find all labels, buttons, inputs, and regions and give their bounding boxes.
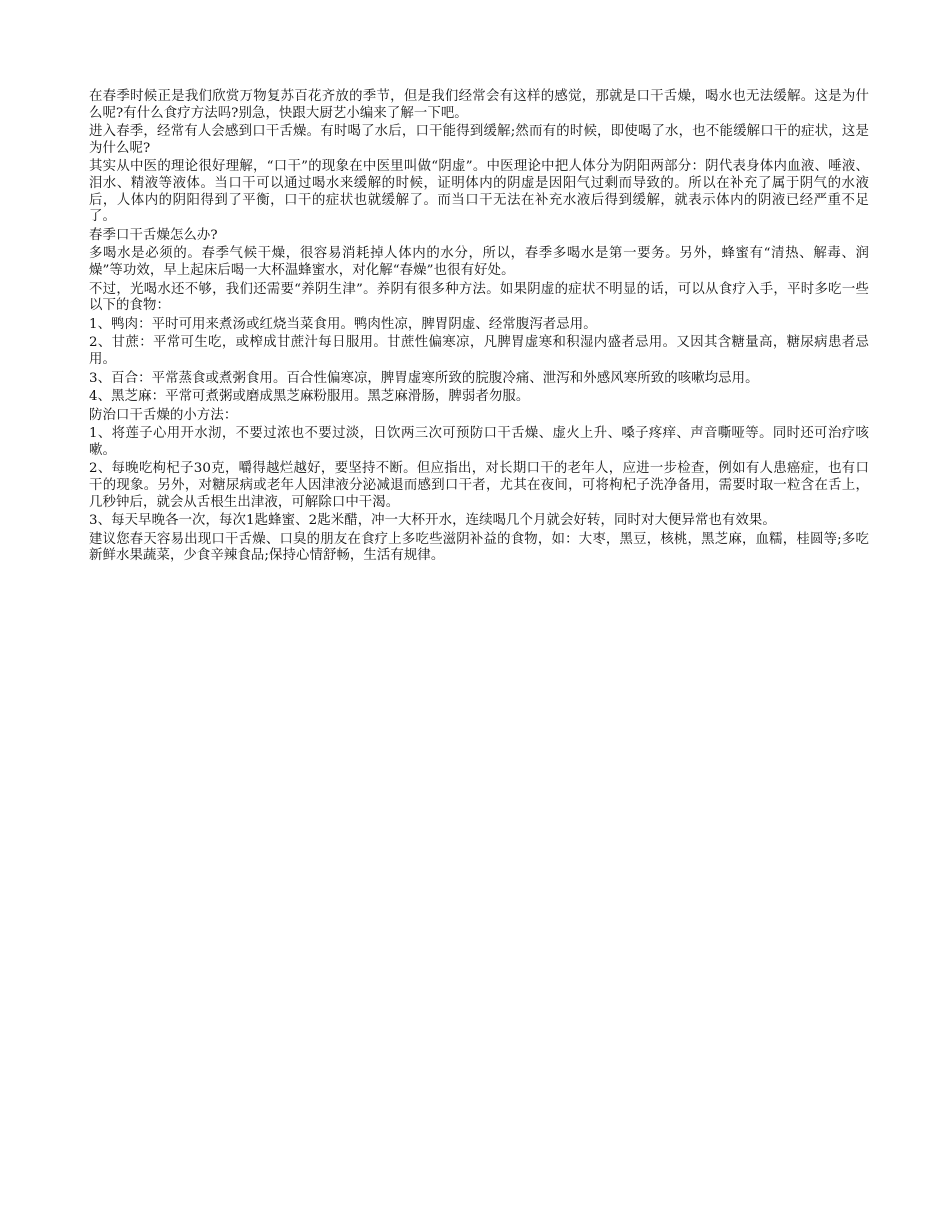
remedy-item-goji: 2、每晚吃枸杞子30克，嚼得越烂越好，要坚持不断。但应指出，对长期口干的老年人，应进一步检查，例如有人患癌症，也有口干的现象。另外，对糖尿病或老年人因津液分泌减退而感到口干者，尤其在夜间，可将枸杞子洗净备用，需要时取一粒含在舌上，几秒钟后，就会从舌根生出津液，可解除口中干渴。	[89, 461, 869, 510]
intro-paragraph: 在春季时候正是我们欣赏万物复苏百花齐放的季节，但是我们经常会有这样的感觉，那就是口干舌燥，喝水也无法缓解。这是为什么呢?有什么食疗方法吗?别急，快跟大厨艺小编来了解一下吧。	[89, 89, 869, 121]
food-item-black-sesame: 4、黑芝麻：平常可煮粥或磨成黑芝麻粉服用。黑芝麻滑肠，脾弱者勿服。	[89, 389, 530, 405]
section-heading-remedies: 防治口干舌燥的小方法：	[89, 407, 238, 423]
food-item-sugarcane: 2、甘蔗：平常可生吃，或榨成甘蔗汁每日服用。甘蔗性偏寒凉，凡脾胃虚寒和积湿内盛者忌用。又因其含糖量高，糖尿病患者忌用。	[89, 335, 869, 367]
section-heading-what-to-do: 春季口干舌燥怎么办?	[89, 227, 218, 243]
food-item-duck: 1、鸭肉：平时可用来煮汤或红烧当菜食用。鸭肉性凉，脾胃阴虚、经常腹泻者忌用。	[89, 316, 597, 332]
remedy-item-honey-vinegar: 3、每天早晚各一次，每次1匙蜂蜜、2匙米醋，冲一大杯开水，连续喝几个月就会好转，同时对大便异常也有效果。	[89, 513, 776, 529]
tcm-theory-paragraph: 其实从中医的理论很好理解，“口干”的现象在中医里叫做“阴虚”。中医理论中把人体分为阴阳两部分：阴代表身体内血液、唾液、泪水、精液等液体。当口干可以通过喝水来缓解的时候，证明体内的阴虚是因阳气过剩而导致的。所以在补充了属于阴气的水液后，人体内的阴阳得到了平衡，口干的症状也就缓解了。而当口干无法在补充水液后得到缓解，就表示体内的阴液已经严重不足了。	[89, 159, 869, 225]
document-body	[89, 89, 869, 567]
drink-water-paragraph: 多喝水是必须的。春季气候干燥，很容易消耗掉人体内的水分，所以，春季多喝水是第一要务。另外，蜂蜜有“清热、解毒、润燥”等功效，早上起床后喝一大杯温蜂蜜水，对化解“春燥”也很有好处。	[89, 246, 869, 278]
remedy-item-lotus: 1、将莲子心用开水沏，不要过浓也不要过淡，日饮两三次可预防口干舌燥、虚火上升、嗓子疼痒、声音嘶哑等。同时还可治疗咳嗽。	[89, 426, 869, 458]
food-item-lily: 3、百合：平常蒸食或煮粥食用。百合性偏寒凉，脾胃虚寒所致的脘腹冷痛、泄泻和外感风寒所致的咳嗽均忌用。	[89, 370, 759, 386]
nourish-yin-paragraph: 不过，光喝水还不够，我们还需要“养阴生津”。养阴有很多种方法。如果阴虚的症状不明显的话，可以从食疗入手，平时多吃一些以下的食物：	[89, 281, 869, 314]
closing-advice-paragraph: 建议您春天容易出现口干舌燥、口臭的朋友在食疗上多吃些滋阴补益的食物，如：大枣，黑豆，核桃，黑芝麻，血糯，桂圆等;多吃新鲜水果蔬菜，少食辛辣食品;保持心情舒畅，生活有规律。	[89, 531, 869, 564]
spring-dryness-paragraph: 进入春季，经常有人会感到口干舌燥。有时喝了水后，口干能得到缓解;然而有的时候，即使喝了水，也不能缓解口干的症状，这是为什么呢?	[89, 124, 869, 156]
